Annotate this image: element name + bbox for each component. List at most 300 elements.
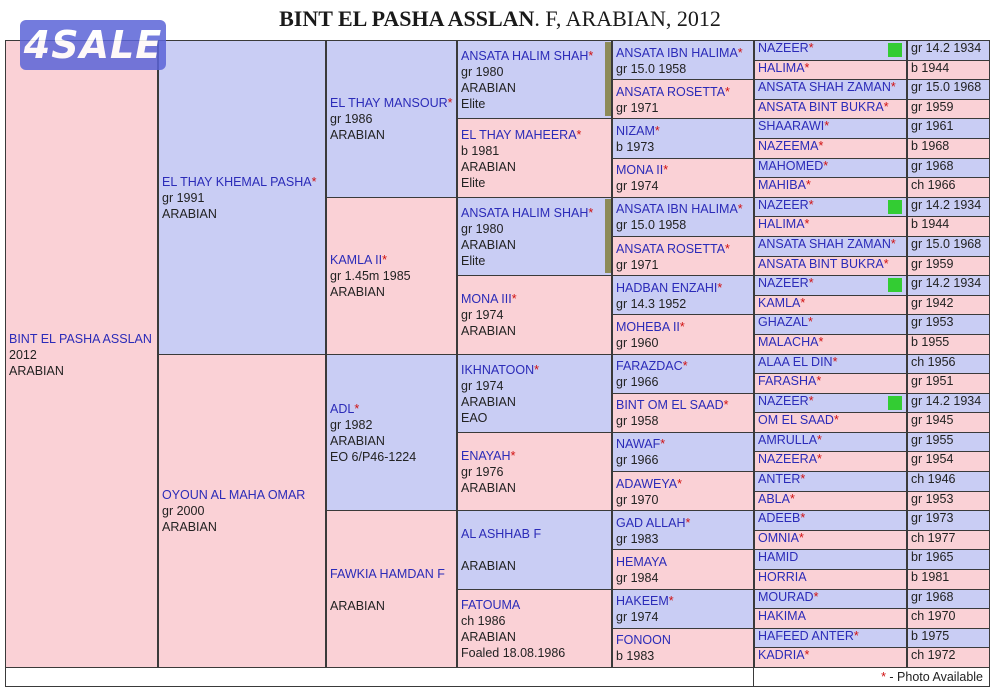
- horse-name[interactable]: ANTER: [758, 472, 801, 487]
- ancestor-color-year: b 1981: [911, 570, 950, 585]
- photo-star: *: [853, 628, 859, 643]
- horse-name[interactable]: SHAARAWI: [758, 119, 825, 134]
- ancestor-color-year: br 1965: [911, 550, 954, 565]
- horse-name[interactable]: FATOUMA: [461, 597, 521, 612]
- ancestor-cell[interactable]: [612, 354, 754, 394]
- ancestor-cell[interactable]: [612, 275, 754, 315]
- horse-name-link[interactable]: [616, 123, 750, 139]
- ancestor-cell[interactable]: [754, 589, 907, 610]
- horse-name[interactable]: AL ASHHAB F: [461, 527, 542, 542]
- ancestor-text: [330, 566, 453, 614]
- horse-name-link[interactable]: [461, 205, 608, 221]
- ancestor-detail: EAO: [461, 410, 488, 425]
- ancestor-info: [907, 79, 990, 100]
- ancestor-info: [907, 589, 990, 610]
- ancestor-info: [907, 158, 990, 179]
- horse-name-link[interactable]: [616, 358, 750, 374]
- horse-name[interactable]: AMRULLA: [758, 432, 818, 447]
- ancestor-cell[interactable]: [612, 79, 754, 119]
- horse-name-link[interactable]: [758, 433, 903, 449]
- photo-star: *: [311, 174, 317, 189]
- ancestor-color-year: gr 1955: [911, 432, 954, 447]
- horse-name-link[interactable]: [616, 45, 750, 61]
- ancestor-color-year: ch 1966: [911, 178, 956, 193]
- ancestor-cell[interactable]: [754, 569, 907, 590]
- ancestor-cell[interactable]: [754, 197, 907, 218]
- ancestor-detail: 2012: [9, 347, 37, 362]
- ancestor-cell[interactable]: [754, 158, 907, 179]
- ancestor-detail: Elite: [461, 97, 486, 112]
- photo-star: *: [447, 96, 453, 111]
- ancestor-detail: ARABIAN: [461, 324, 516, 339]
- ancestor-detail: gr 14.3 1952: [616, 296, 687, 311]
- ancestor-cell[interactable]: [326, 354, 457, 512]
- horse-name[interactable]: GHAZAL: [758, 315, 809, 330]
- photo-star: *: [534, 362, 540, 377]
- ancestor-cell[interactable]: [754, 471, 907, 492]
- ancestor-info: [907, 236, 990, 257]
- horse-name[interactable]: MAHOMED: [758, 158, 824, 173]
- horse-name-link[interactable]: [758, 492, 903, 508]
- horse-name[interactable]: ANSATA SHAH ZAMAN: [758, 80, 891, 95]
- ancestor-detail: gr 1980: [461, 65, 504, 80]
- ancestor-cell[interactable]: [457, 275, 612, 354]
- ancestor-cell[interactable]: [754, 510, 907, 531]
- horse-name[interactable]: EL THAY MAHEERA: [461, 127, 577, 142]
- ancestor-cell[interactable]: [326, 197, 457, 355]
- horse-name[interactable]: KAMLA II: [330, 253, 383, 268]
- ancestor-cell[interactable]: [612, 510, 754, 550]
- ancestor-detail: Elite: [461, 253, 486, 268]
- ancestor-cell[interactable]: [754, 40, 907, 61]
- ancestor-cell[interactable]: [612, 40, 754, 80]
- photo-star: *: [588, 49, 594, 64]
- horse-name[interactable]: ANSATA BINT BUKRA: [758, 256, 884, 271]
- horse-name-link[interactable]: [758, 335, 903, 351]
- horse-name[interactable]: NAZEERA: [758, 452, 818, 467]
- ancestor-detail: ARABIAN: [461, 159, 516, 174]
- horse-name[interactable]: NIZAM: [616, 123, 655, 138]
- photo-star: *: [717, 280, 723, 295]
- horse-name-link[interactable]: [758, 590, 903, 606]
- photo-star: *: [511, 292, 517, 307]
- ancestor-cell[interactable]: [612, 628, 754, 668]
- ancestor-cell[interactable]: [754, 393, 907, 414]
- ancestor-cell[interactable]: [457, 118, 612, 197]
- photo-star: *: [354, 401, 360, 416]
- ancestor-info: [907, 451, 990, 472]
- ancestor-info: [907, 216, 990, 237]
- ancestor-detail: gr 1984: [616, 571, 659, 586]
- ancestor-cell[interactable]: [612, 393, 754, 433]
- ancestor-color-year: gr 1942: [911, 295, 954, 310]
- ancestor-cell[interactable]: [754, 295, 907, 316]
- photo-flag-icon: [888, 396, 902, 410]
- ancestor-cell[interactable]: [754, 373, 907, 394]
- horse-name[interactable]: HORRIA: [758, 570, 807, 585]
- horse-name-link[interactable]: [758, 472, 903, 488]
- ancestor-cell[interactable]: [457, 510, 612, 589]
- horse-name-link[interactable]: [758, 452, 903, 468]
- horse-name[interactable]: ADAWEYA: [616, 476, 678, 491]
- ancestor-text: [162, 487, 322, 535]
- horse-name-link[interactable]: [758, 648, 903, 664]
- ancestor-cell[interactable]: [754, 451, 907, 472]
- horse-name[interactable]: BINT OM EL SAAD: [616, 398, 724, 413]
- ancestor-cell[interactable]: [754, 491, 907, 512]
- ancestor-cell[interactable]: [612, 314, 754, 354]
- inbreeding-bar: [605, 42, 611, 116]
- ancestor-detail: EO 6/P46-1224: [330, 449, 417, 464]
- photo-star: *: [663, 163, 669, 178]
- horse-name-link[interactable]: [9, 331, 154, 347]
- horse-name-link[interactable]: [758, 609, 903, 625]
- horse-name-link[interactable]: [162, 174, 322, 190]
- horse-name[interactable]: EL THAY KHEMAL PASHA: [162, 174, 312, 189]
- ancestor-cell[interactable]: [754, 138, 907, 159]
- ancestor-color-year: gr 1953: [911, 491, 954, 506]
- horse-name-link[interactable]: [616, 162, 750, 178]
- ancestor-detail: ARABIAN: [162, 520, 217, 535]
- photo-star: *: [789, 491, 795, 506]
- horse-name-link[interactable]: [616, 84, 750, 100]
- horse-name[interactable]: NAZEEMA: [758, 138, 819, 153]
- ancestor-cell[interactable]: [326, 40, 457, 198]
- horse-name[interactable]: GAD ALLAH: [616, 515, 686, 530]
- horse-name[interactable]: KADRIA: [758, 648, 805, 663]
- horse-name-link[interactable]: [616, 319, 750, 335]
- ancestor-color-year: gr 1959: [911, 256, 954, 271]
- horse-name[interactable]: ADL: [330, 401, 355, 416]
- ancestor-info: [907, 138, 990, 159]
- ancestor-cell[interactable]: [754, 216, 907, 237]
- ancestor-detail: gr 1982: [330, 417, 373, 432]
- horse-name-link[interactable]: [616, 397, 750, 413]
- ancestor-cell[interactable]: [612, 589, 754, 629]
- ancestor-cell[interactable]: [457, 40, 612, 119]
- horse-name-link[interactable]: [758, 276, 903, 292]
- horse-name-link[interactable]: [758, 550, 903, 566]
- horse-name-link[interactable]: [758, 159, 903, 175]
- horse-name-link[interactable]: [758, 217, 903, 233]
- horse-name[interactable]: NAZEER: [758, 197, 809, 212]
- ancestor-text: [616, 515, 750, 547]
- ancestor-color-year: gr 1951: [911, 374, 954, 389]
- ancestor-cell[interactable]: [612, 197, 754, 237]
- horse-name-link[interactable]: [758, 41, 903, 57]
- horse-name-link[interactable]: [758, 374, 903, 390]
- horse-name-link[interactable]: [616, 436, 750, 452]
- horse-name-link[interactable]: [758, 139, 903, 155]
- horse-name[interactable]: HAKEEM: [616, 594, 669, 609]
- ancestor-info: [907, 491, 990, 512]
- horse-name-link[interactable]: [461, 526, 608, 542]
- ancestor-cell[interactable]: [754, 118, 907, 139]
- photo-flag-icon: [888, 278, 902, 292]
- horse-name-link[interactable]: [758, 178, 903, 194]
- horse-name[interactable]: FARASHA: [758, 374, 817, 389]
- horse-name[interactable]: HADBAN ENZAHI: [616, 280, 718, 295]
- ancestor-cell[interactable]: [612, 236, 754, 276]
- ancestor-cell[interactable]: [612, 432, 754, 472]
- horse-name[interactable]: ANSATA HALIM SHAH: [461, 205, 589, 220]
- ancestor-text: [616, 84, 750, 116]
- horse-name[interactable]: BINT EL PASHA ASSLAN: [9, 331, 152, 346]
- horse-name-link[interactable]: [758, 119, 903, 135]
- horse-name[interactable]: ANSATA ROSETTA: [616, 84, 726, 99]
- horse-name[interactable]: MALACHA: [758, 334, 819, 349]
- ancestor-detail: b 1981: [461, 143, 500, 158]
- horse-name[interactable]: OMNIA: [758, 530, 799, 545]
- ancestor-color-year: ch 1977: [911, 530, 956, 545]
- horse-name-link[interactable]: [758, 394, 903, 410]
- ancestor-cell[interactable]: [754, 647, 907, 668]
- horse-name-link[interactable]: [758, 511, 903, 527]
- horse-name-link[interactable]: [461, 291, 608, 307]
- photo-star: *: [823, 158, 829, 173]
- ancestor-detail: gr 1974: [616, 179, 659, 194]
- horse-name[interactable]: KAMLA: [758, 295, 801, 310]
- ancestor-cell[interactable]: [754, 549, 907, 570]
- ancestor-detail: gr 15.0 1958: [616, 218, 687, 233]
- ancestor-text: [330, 252, 453, 300]
- horse-name-link[interactable]: [616, 241, 750, 257]
- horse-name[interactable]: ALAA EL DIN: [758, 354, 833, 369]
- ancestor-text: [616, 162, 750, 194]
- ancestor-cell[interactable]: [5, 40, 158, 668]
- ancestor-text: [461, 448, 608, 496]
- horse-name-link[interactable]: [162, 487, 322, 503]
- inbreeding-bar: [605, 199, 611, 273]
- horse-name-link[interactable]: [758, 570, 903, 586]
- horse-name[interactable]: OYOUN AL MAHA OMAR: [162, 488, 306, 503]
- horse-name-link[interactable]: [758, 315, 903, 331]
- horse-name[interactable]: NAZEER: [758, 41, 809, 55]
- ancestor-info: [907, 60, 990, 81]
- horse-name-link[interactable]: [330, 95, 453, 111]
- ancestor-detail: gr 1970: [616, 492, 659, 507]
- ancestor-cell[interactable]: [457, 197, 612, 276]
- horse-name[interactable]: NAWAF: [616, 437, 661, 452]
- ancestor-detail: [330, 582, 453, 598]
- ancestor-cell[interactable]: [612, 158, 754, 198]
- horse-name-link[interactable]: [616, 632, 750, 648]
- horse-name-link[interactable]: [461, 597, 608, 613]
- ancestor-cell[interactable]: [754, 608, 907, 629]
- horse-name-link[interactable]: [758, 237, 903, 253]
- ancestor-text: [616, 319, 750, 351]
- horse-name-link[interactable]: [616, 593, 750, 609]
- ancestor-info: [907, 412, 990, 433]
- ancestor-info: [907, 314, 990, 335]
- ancestor-cell[interactable]: [754, 354, 907, 375]
- horse-name[interactable]: FARAZDAC: [616, 359, 683, 374]
- ancestor-cell[interactable]: [754, 628, 907, 649]
- horse-name[interactable]: OM EL SAAD: [758, 413, 834, 428]
- photo-star: *: [576, 127, 582, 142]
- photo-star: *: [679, 319, 685, 334]
- horse-name[interactable]: ANSATA IBN HALIMA: [616, 202, 738, 217]
- horse-name[interactable]: MONA II: [616, 163, 664, 178]
- horse-name[interactable]: HAMID: [758, 550, 799, 565]
- horse-name[interactable]: HAKIMA: [758, 609, 806, 624]
- ancestor-detail: gr 1986: [330, 112, 373, 127]
- pedigree-table: [5, 40, 990, 667]
- ancestor-info: [907, 177, 990, 198]
- ancestor-info: [907, 471, 990, 492]
- horse-name-link[interactable]: [758, 100, 903, 116]
- horse-name-link[interactable]: [616, 515, 750, 531]
- ancestor-cell[interactable]: [612, 549, 754, 589]
- horse-name-link[interactable]: [616, 201, 750, 217]
- photo-star: *: [382, 253, 387, 268]
- horse-name[interactable]: ABLA: [758, 491, 790, 506]
- ancestor-color-year: ch 1956: [911, 354, 956, 369]
- horse-name-link[interactable]: [616, 280, 750, 296]
- ancestor-detail: ARABIAN: [461, 559, 516, 574]
- horse-name-link[interactable]: [758, 531, 903, 547]
- ancestor-text: [616, 476, 750, 508]
- ancestor-text: [461, 127, 608, 191]
- horse-name-link[interactable]: [758, 413, 903, 429]
- photo-star: *: [805, 178, 811, 193]
- ancestor-color-year: gr 1961: [911, 119, 954, 134]
- horse-name[interactable]: ANSATA HALIM SHAH: [461, 49, 589, 64]
- ancestor-cell[interactable]: [158, 354, 326, 669]
- photo-star: *: [808, 393, 814, 408]
- horse-name-link[interactable]: [461, 48, 608, 64]
- ancestor-cell[interactable]: [754, 236, 907, 257]
- horse-name-link[interactable]: [758, 629, 903, 645]
- ancestor-text: [616, 280, 750, 312]
- horse-name[interactable]: MAHIBA: [758, 178, 806, 193]
- ancestor-cell[interactable]: [754, 530, 907, 551]
- ancestor-cell[interactable]: [754, 177, 907, 198]
- horse-name[interactable]: ANSATA ROSETTA: [616, 241, 726, 256]
- photo-star: *: [804, 60, 810, 75]
- photo-star: *: [677, 476, 682, 491]
- ancestor-cell[interactable]: [754, 256, 907, 277]
- horse-name[interactable]: MOURAD: [758, 589, 814, 604]
- ancestor-info: [907, 275, 990, 296]
- photo-star: *: [818, 334, 824, 349]
- ancestor-text: [461, 362, 608, 426]
- horse-name[interactable]: IKHNATOON: [461, 362, 535, 377]
- pedigree-footer: [5, 667, 990, 687]
- ancestor-color-year: gr 1959: [911, 99, 954, 114]
- horse-name-link[interactable]: [758, 61, 903, 77]
- ancestor-cell[interactable]: [457, 589, 612, 668]
- ancestor-cell[interactable]: [612, 118, 754, 158]
- horse-name[interactable]: ANSATA SHAH ZAMAN: [758, 236, 891, 251]
- ancestor-text: [616, 436, 750, 468]
- ancestor-cell[interactable]: [754, 334, 907, 355]
- ancestor-cell[interactable]: [754, 60, 907, 81]
- ancestor-text: [461, 291, 608, 339]
- ancestor-text: [461, 48, 608, 112]
- ancestor-text: [461, 205, 608, 269]
- ancestor-cell[interactable]: [158, 40, 326, 355]
- horse-name[interactable]: FAWKIA HAMDAN F: [330, 566, 445, 581]
- ancestor-info: [907, 393, 990, 414]
- horse-name[interactable]: ANSATA IBN HALIMA: [616, 45, 738, 60]
- ancestor-color-year: ch 1946: [911, 472, 956, 487]
- ancestor-cell[interactable]: [326, 510, 457, 668]
- horse-name-link[interactable]: [758, 198, 903, 214]
- horse-name-title: BINT EL PASHA ASSLAN: [279, 6, 535, 31]
- horse-name-link[interactable]: [461, 362, 608, 378]
- ancestor-detail: gr 1976: [461, 465, 504, 480]
- horse-name-link[interactable]: [461, 448, 608, 464]
- horse-name[interactable]: MOHEBA II: [616, 319, 680, 334]
- horse-name[interactable]: HAFEED ANTER: [758, 628, 854, 643]
- horse-name-link[interactable]: [330, 566, 453, 582]
- ancestor-cell[interactable]: [612, 471, 754, 511]
- horse-name[interactable]: HEMAYA: [616, 555, 667, 570]
- ancestor-cell[interactable]: [754, 432, 907, 453]
- horse-name[interactable]: MONA III: [461, 292, 512, 307]
- ancestor-cell[interactable]: [754, 79, 907, 100]
- horse-name[interactable]: FONOON: [616, 633, 671, 648]
- horse-name-link[interactable]: [758, 296, 903, 312]
- ancestor-cell[interactable]: [457, 432, 612, 511]
- horse-name-link[interactable]: [616, 476, 750, 492]
- horse-name[interactable]: ANSATA BINT BUKRA: [758, 99, 884, 114]
- ancestor-cell[interactable]: [457, 354, 612, 433]
- ancestor-info: [907, 647, 990, 668]
- photo-star: *: [668, 594, 674, 609]
- ancestor-color-year: b 1968: [911, 138, 950, 153]
- horse-name-link[interactable]: [616, 554, 750, 570]
- ancestor-cell[interactable]: [754, 412, 907, 433]
- horse-name-link[interactable]: [758, 257, 903, 273]
- 4sale-logo: 4SALE: [20, 20, 166, 70]
- horse-name-link[interactable]: [758, 80, 903, 96]
- horse-name[interactable]: EL THAY MANSOUR: [330, 96, 448, 111]
- photo-star: *: [816, 374, 822, 389]
- ancestor-detail: gr 1991: [162, 190, 205, 205]
- ancestor-color-year: b 1975: [911, 628, 950, 643]
- ancestor-color-year: gr 1953: [911, 315, 954, 330]
- ancestor-cell[interactable]: [754, 314, 907, 335]
- ancestor-detail: ARABIAN: [330, 285, 385, 300]
- horse-name[interactable]: ENAYAH: [461, 449, 511, 464]
- ancestor-cell[interactable]: [754, 275, 907, 296]
- horse-name[interactable]: NAZEER: [758, 276, 809, 291]
- horse-name[interactable]: ADEEB: [758, 511, 801, 526]
- horse-name-link[interactable]: [330, 401, 453, 417]
- ancestor-text: [616, 632, 750, 664]
- ancestor-info: [907, 197, 990, 218]
- ancestor-detail: ARABIAN: [461, 237, 516, 252]
- ancestor-text: [162, 174, 322, 222]
- horse-name-link[interactable]: [330, 252, 453, 268]
- ancestor-color-year: gr 15.0 1968: [911, 236, 982, 251]
- photo-star: *: [685, 515, 691, 530]
- ancestor-color-year: b 1955: [911, 334, 950, 349]
- horse-name[interactable]: HALIMA: [758, 217, 805, 232]
- photo-star: *: [808, 197, 814, 212]
- ancestor-info: [907, 628, 990, 649]
- ancestor-detail: gr 2000: [162, 504, 205, 519]
- horse-name[interactable]: NAZEER: [758, 393, 809, 408]
- horse-name[interactable]: HALIMA: [758, 60, 805, 75]
- horse-name-link[interactable]: [461, 127, 608, 143]
- ancestor-color-year: gr 14.2 1934: [911, 197, 982, 212]
- ancestor-info: [907, 432, 990, 453]
- horse-name-link[interactable]: [758, 355, 903, 371]
- ancestor-cell[interactable]: [754, 99, 907, 120]
